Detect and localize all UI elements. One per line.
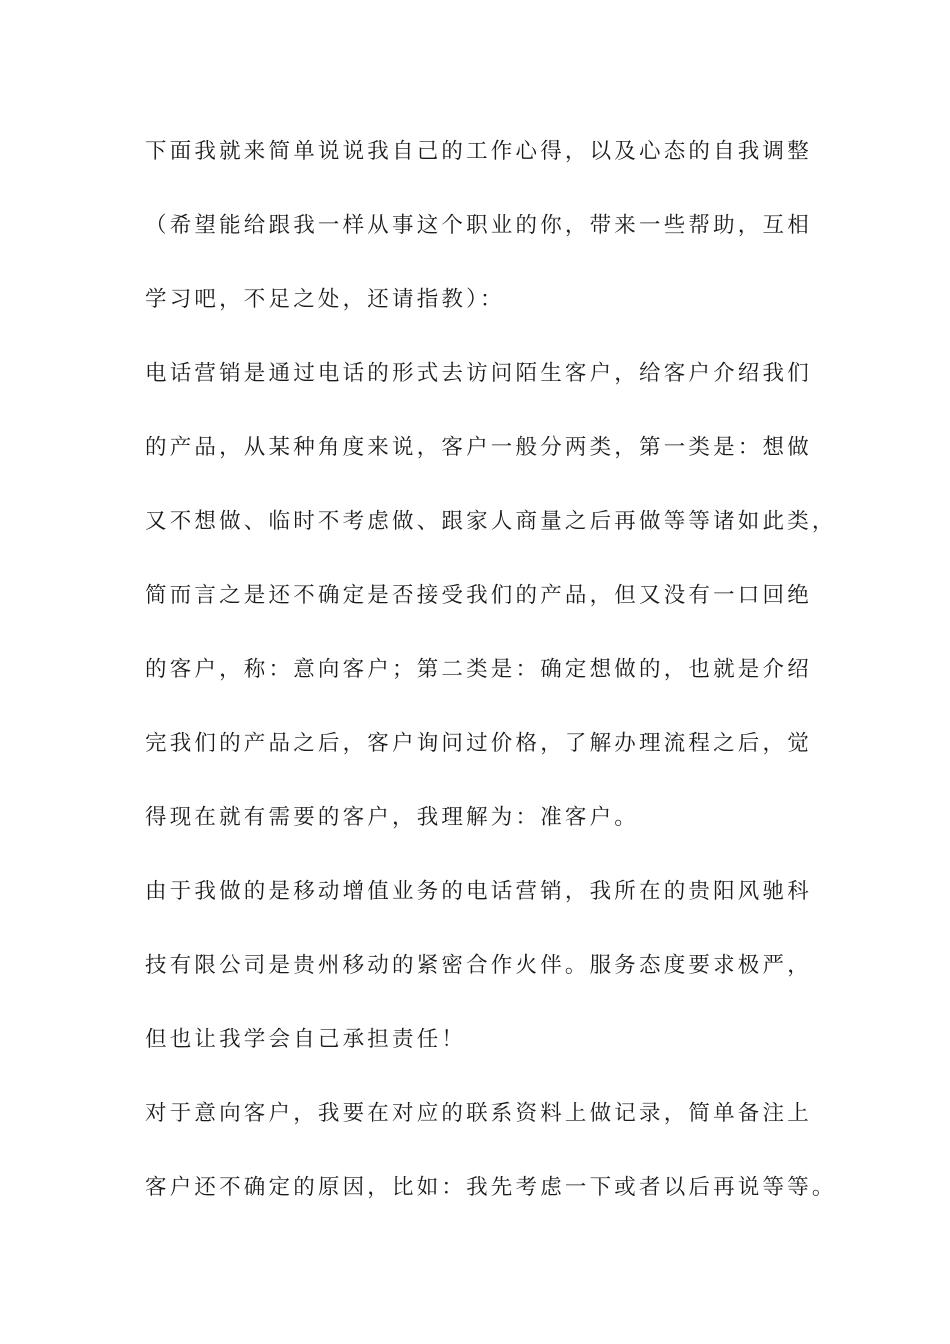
text-line: 由于我做的是移动增值业务的电话营销，我所在的贵阳风驰科 <box>145 879 812 904</box>
text-line: 的客户，称：意向客户；第二类是：确定想做的，也就是介绍 <box>145 657 812 682</box>
text-line: 的产品，从某种角度来说，客户一般分两类，第一类是：想做 <box>145 435 812 460</box>
text-line: 又不想做、临时不考虑做、跟家人商量之后再做等等诸如此类， <box>145 509 837 534</box>
text-line: 完我们的产品之后，客户询问过价格，了解办理流程之后，觉 <box>145 731 812 756</box>
document-body <box>145 130 845 1240</box>
text-line: 下面我就来简单说说我自己的工作心得，以及心态的自我调整 <box>145 139 812 164</box>
text-line: （希望能给跟我一样从事这个职业的你，带来一些帮助，互相 <box>145 213 812 238</box>
text-line: 但也让我学会自己承担责任！ <box>145 1027 467 1052</box>
text-line: 技有限公司是贵州移动的紧密合作火伴。服务态度要求极严， <box>145 953 812 978</box>
text-line: 对于意向客户，我要在对应的联系资料上做记录，简单备注上 <box>145 1101 812 1126</box>
text-line: 客户还不确定的原因，比如：我先考虑一下或者以后再说等等。 <box>145 1175 837 1200</box>
text-line: 简而言之是还不确定是否接受我们的产品，但又没有一口回绝 <box>145 583 812 608</box>
text-line: 学习吧，不足之处，还请指教）： <box>145 287 505 312</box>
text-line: 电话营销是通过电话的形式去访问陌生客户，给客户介绍我们 <box>145 361 812 386</box>
text-line: 得现在就有需要的客户，我理解为：准客户。 <box>145 805 640 830</box>
